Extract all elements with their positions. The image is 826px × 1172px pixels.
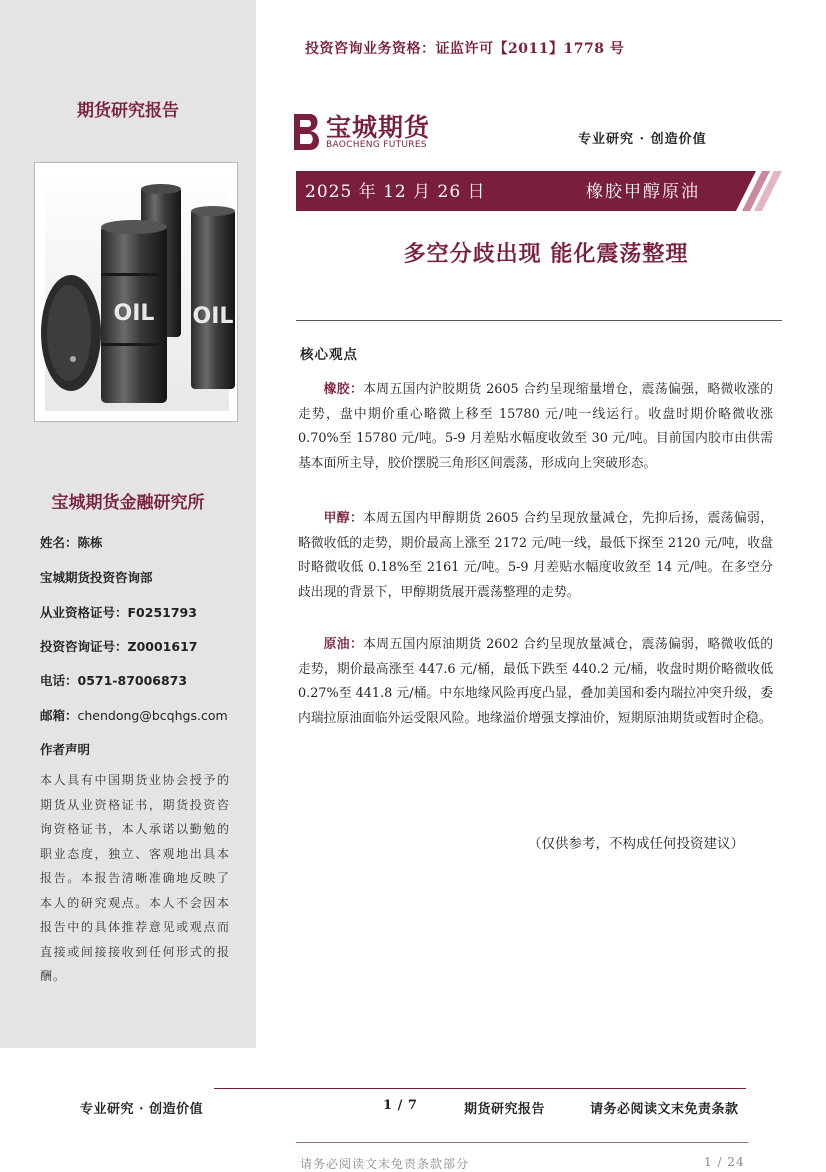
declaration-title: 作者声明 [40,742,91,757]
author-name-row [40,533,103,551]
footer-disclaimer-link[interactable]: 请务必阅读文末免责条款 [590,1102,739,1117]
footer-page-number: 1 / 7 [383,1098,418,1113]
cert-row [40,603,197,621]
email-row [40,706,228,724]
report-date: 2025 年 12 月 26 日 [305,182,486,202]
cover-photo-frame [34,162,238,422]
email-link[interactable]: chendong@bcqhgs.com [77,708,228,723]
barrel-label-front: OIL [113,301,155,326]
declaration-text: 本人具有中国期货业协会授予的期货从业资格证书，期货投资咨询资格证书，本人承诺以勤勉的职业态度，独立、客观地出具本报告。本报告清晰准确地反映了本人的研究观点。本人不会因本报告中的具体推荐意见或观点而直接或间接接收到任何形式的报酬。 [40,773,230,983]
disclaimer: （仅供参考，不构成任何投资建议） [528,836,744,852]
paragraph-crude-oil [298,633,773,731]
advisory-label: 投资咨询证号： [40,639,128,654]
footer-report-type: 期货研究报告 [464,1102,546,1117]
text-methanol: 本周五国内甲醇期货 2605 合约呈现放量减仓，先抑后扬，震荡偏弱，略微收低的走势，期价最高上涨至 2172 元/吨一线，最低下探至 2120 元/吨，收盘时略微收低 0.18%至 2161 元/吨。5-9 月差贴水幅度收敛至 14 元/吨。在多空分歧出现的背景下，甲醇期货展开震荡整理的走势。 [298,511,773,600]
footer-page-number-2: 1 / 24 [704,1155,745,1169]
header-slogan: 专业研究 · 创造价值 [578,132,707,147]
institute-name: 宝城期货金融研究所 [51,493,205,513]
headline: 多空分歧出现 能化震荡整理 [403,242,689,267]
author-name-label: 姓名： [40,535,78,550]
cert-value: F0251793 [127,605,197,620]
company-logo [290,110,440,154]
logo-text-cn: 宝城期货 [326,113,431,142]
text-rubber: 本周五国内沪胶期货 2605 合约呈现缩量增仓，震荡偏强，略微收涨的走势，盘中期价重心略微上移至 15780 元/吨一线运行。收盘时期价略微收涨 0.70%至 15780 元/吨。5-9 月差贴水幅度收敛至 30 元/吨。目前国内胶市由供需基本面所主导，胶价摆脱三角形区间震荡，形成向上突破形态。 [298,382,773,471]
keyword-rubber: 橡胶： [323,382,364,397]
text-crude-oil: 本周五国内原油期货 2602 合约呈现放量减仓，震荡偏弱，略微收低的走势，期价最高涨至 447.6 元/桶，最低下跌至 440.2 元/桶，收盘时期价略微收低 0.27%至 441.8 元/桶。中东地缘风险再度凸显，叠加美国和委内瑞拉冲突升级，委内瑞拉原油面临外运受限风险。地缘溢价增强支撑油价，短期原油期货或暂时企稳。 [298,637,773,726]
paragraph-rubber [298,378,773,476]
logo-mark-icon [290,112,324,152]
oil-barrels-image [45,173,234,411]
footer-divider [214,1088,746,1089]
phone-label: 电话： [40,673,78,688]
advisory-value: Z0001617 [127,639,198,654]
keyword-crude-oil: 原油： [323,637,364,652]
core-view-title: 核心观点 [300,347,358,363]
cert-label: 从业资格证号： [40,605,128,620]
department-label: 宝城期货投资咨询部 [40,570,153,585]
sidebar-report-type: 期货研究报告 [77,101,179,121]
footer-notice-2: 请务必阅读文末免责条款部分 [300,1157,470,1171]
license-text: 投资咨询业务资格：证监许可【2011】1778 号 [305,41,625,57]
logo-text-en: BAOCHENG FUTURES [326,140,427,150]
footer-slogan: 专业研究 · 创造价值 [80,1102,204,1117]
barrel-label-right: OIL [192,304,234,329]
department [40,568,153,586]
report-topic: 橡胶甲醇原油 [586,182,700,202]
advisory-row [40,637,197,655]
email-label: 邮箱： [40,708,78,723]
keyword-methanol: 甲醇： [323,511,364,526]
divider [296,320,782,321]
author-name-value: 陈栋 [77,535,103,550]
phone-row [40,671,187,689]
paragraph-methanol [298,507,773,605]
phone-value: 0571-87006873 [77,673,188,688]
footer-divider-2 [296,1142,748,1143]
